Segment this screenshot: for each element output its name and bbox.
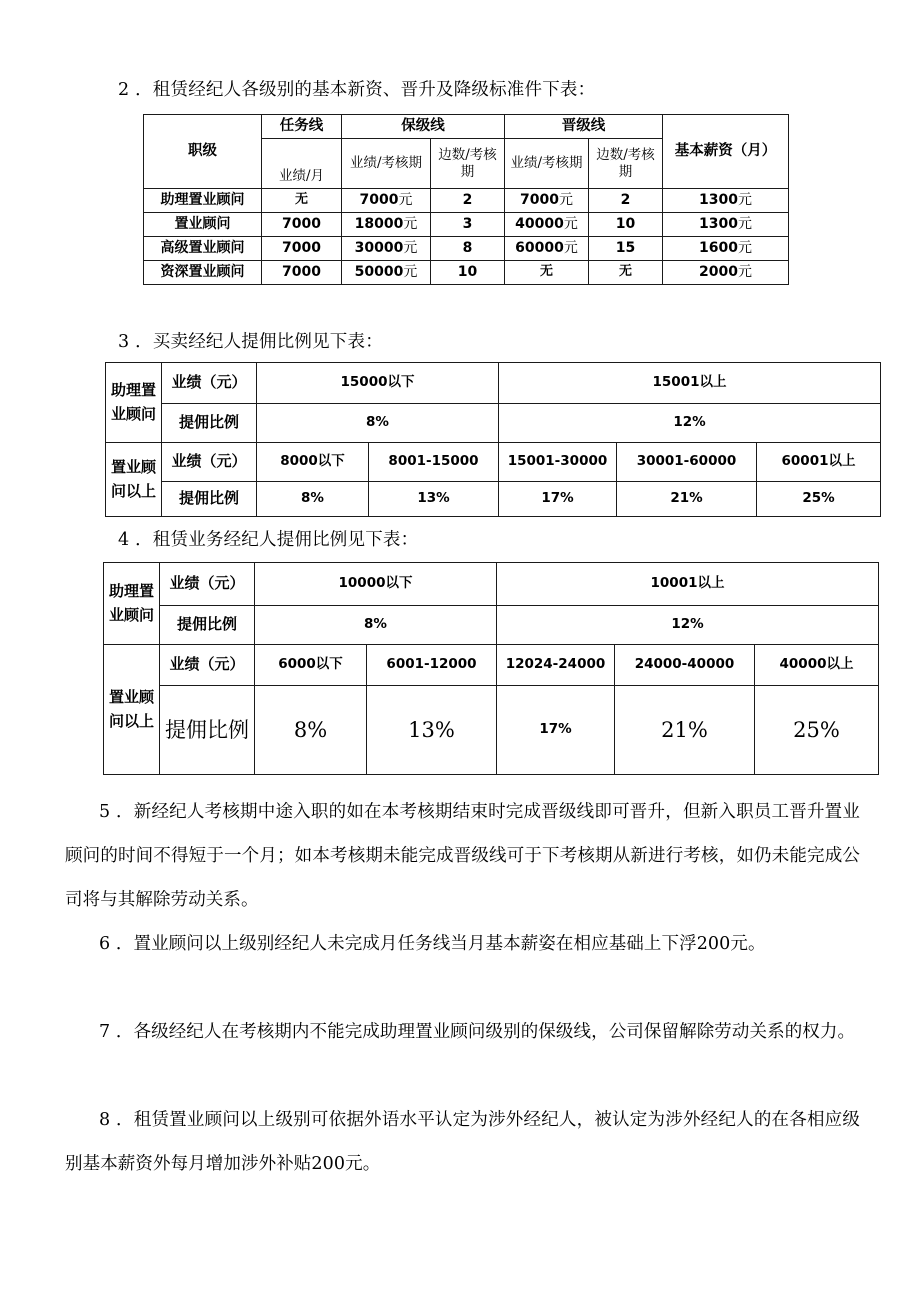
table-row xyxy=(106,404,881,443)
table-row xyxy=(144,213,789,237)
th-sub-keep-count: 边数/考核期 xyxy=(431,139,505,189)
cell-bracket: 60001以上 xyxy=(757,443,881,482)
cell-bracket: 40000以上 xyxy=(755,645,879,686)
cell-bracket: 15001-30000 xyxy=(499,443,617,482)
table-row xyxy=(106,482,881,517)
cell-bracket: 8001-15000 xyxy=(369,443,499,482)
table-row xyxy=(104,686,879,775)
th-performance: 业绩（元） xyxy=(160,563,255,606)
unit: 元 xyxy=(737,192,752,209)
paragraph-7: 7 ．各级经纪人在考核期内不能完成助理置业顾问级别的保级线，公司保留解除劳动关系的权力。 xyxy=(99,1022,856,1042)
th-rank: 职级 xyxy=(144,115,262,189)
cell-bracket: 12024-24000 xyxy=(497,645,615,686)
cell-promo-perf: 无 xyxy=(505,261,589,285)
th-performance: 业绩（元） xyxy=(162,363,257,404)
unit: 元 xyxy=(737,264,752,281)
table-row xyxy=(104,563,879,606)
cell-keep-perf xyxy=(342,213,431,237)
paragraph-8: 8 ．租赁置业顾问以上级别可依据外语水平认定为涉外经纪人，被认定为涉外经纪人的在各相应级别基本薪资外每月增加涉外补贴200元。 xyxy=(65,1110,860,1174)
cell-rate: 8% xyxy=(257,404,499,443)
group-label-assistant: 助理置业顾问 xyxy=(106,363,162,443)
cell-rate: 8% xyxy=(255,686,367,775)
cell-keep-perf xyxy=(342,237,431,261)
cell-rate: 8% xyxy=(255,606,497,645)
cell-promo-count: 10 xyxy=(589,213,663,237)
unit: 元 xyxy=(563,216,578,233)
cell-bracket: 15001以上 xyxy=(499,363,881,404)
section-heading-3: 3 ．买卖经纪人提佣比例见下表： xyxy=(118,332,383,352)
th-task-line: 任务线 xyxy=(262,115,342,139)
cell-promo-perf xyxy=(505,237,589,261)
cell-rank: 资深置业顾问 xyxy=(144,261,262,285)
group-label-consultant: 置业顾问以上 xyxy=(104,645,160,775)
cell-bracket: 30001-60000 xyxy=(617,443,757,482)
value: 2000 xyxy=(699,264,738,281)
th-sub-promo-perf: 业绩/考核期 xyxy=(505,139,589,189)
cell-task: 无 xyxy=(262,189,342,213)
value: 50000 xyxy=(354,264,404,281)
table-row xyxy=(104,645,879,686)
value: 7000 xyxy=(520,192,559,209)
cell-promo-perf xyxy=(505,213,589,237)
cell-task: 7000 xyxy=(262,237,342,261)
th-performance: 业绩（元） xyxy=(162,443,257,482)
unit: 元 xyxy=(403,264,418,281)
cell-rank: 高级置业顾问 xyxy=(144,237,262,261)
th-base-salary: 基本薪资（月） xyxy=(663,115,789,189)
value: 18000 xyxy=(354,216,404,233)
unit: 元 xyxy=(737,216,752,233)
value: 7000 xyxy=(359,192,399,209)
cell-promo-count: 无 xyxy=(589,261,663,285)
cell-bracket: 15000以下 xyxy=(257,363,499,404)
cell-rate: 8% xyxy=(257,482,369,517)
table-row xyxy=(106,363,881,404)
cell-salary xyxy=(663,261,789,285)
value: 1300 xyxy=(699,216,738,233)
table-row xyxy=(144,189,789,213)
cell-rate: 12% xyxy=(497,606,879,645)
cell-salary xyxy=(663,237,789,261)
unit: 元 xyxy=(563,240,578,257)
cell-bracket: 24000-40000 xyxy=(615,645,755,686)
cell-salary xyxy=(663,213,789,237)
th-rate: 提佣比例 xyxy=(160,606,255,645)
value: 30000 xyxy=(354,240,404,257)
section-heading-4: 4 ．租赁业务经纪人提佣比例见下表： xyxy=(118,530,419,550)
rental-agent-level-table xyxy=(143,114,789,285)
paragraph-6: 6 ．置业顾问以上级别经纪人未完成月任务线当月基本薪姿在相应基础上下浮200元。 xyxy=(99,934,766,954)
section-heading-2: 2 ．租赁经纪人各级别的基本新资、晋升及降级标准件下表： xyxy=(118,80,596,100)
cell-promo-count: 15 xyxy=(589,237,663,261)
cell-keep-count: 2 xyxy=(431,189,505,213)
th-sub-keep-perf: 业绩/考核期 xyxy=(342,139,431,189)
value: 1600 xyxy=(699,240,738,257)
cell-rank: 助理置业顾问 xyxy=(144,189,262,213)
cell-keep-perf xyxy=(342,189,431,213)
unit: 元 xyxy=(403,216,418,233)
table-row xyxy=(144,237,789,261)
cell-rate: 12% xyxy=(499,404,881,443)
cell-rate: 21% xyxy=(615,686,755,775)
cell-rate: 25% xyxy=(757,482,881,517)
value: 60000 xyxy=(515,240,564,257)
cell-rate: 17% xyxy=(497,686,615,775)
value: 40000 xyxy=(515,216,564,233)
sale-agent-commission-table xyxy=(105,362,881,517)
cell-task: 7000 xyxy=(262,261,342,285)
cell-rank: 置业顾问 xyxy=(144,213,262,237)
group-label-assistant: 助理置业顾问 xyxy=(104,563,160,645)
cell-bracket: 10001以上 xyxy=(497,563,879,606)
th-rate: 提佣比例 xyxy=(162,482,257,517)
th-promote-line: 晋级线 xyxy=(505,115,663,139)
cell-keep-count: 3 xyxy=(431,213,505,237)
cell-bracket: 8000以下 xyxy=(257,443,369,482)
table-row xyxy=(144,261,789,285)
table-row xyxy=(104,606,879,645)
cell-bracket: 6000以下 xyxy=(255,645,367,686)
cell-bracket: 6001-12000 xyxy=(367,645,497,686)
unit: 元 xyxy=(403,240,418,257)
th-keep-line: 保级线 xyxy=(342,115,505,139)
th-sub-promo-count: 边数/考核期 xyxy=(589,139,663,189)
paragraph-5: 5 ．新经纪人考核期中途入职的如在本考核期结束时完成晋级线即可晋升，但新入职员工晋升置业顾问的时间不得短于一个月；如本考核期未能完成晋级线可于下考核期从新进行考核，如仍未能完成公司将与其解除劳动关系。 xyxy=(65,802,860,910)
table-row xyxy=(144,115,789,139)
th-performance: 业绩（元） xyxy=(160,645,255,686)
cell-rate: 25% xyxy=(755,686,879,775)
cell-keep-perf xyxy=(342,261,431,285)
th-sub-task: 业绩/月 xyxy=(262,139,342,189)
cell-promo-perf xyxy=(505,189,589,213)
table-row xyxy=(106,443,881,482)
cell-rate: 21% xyxy=(617,482,757,517)
unit: 元 xyxy=(737,240,752,257)
cell-bracket: 10000以下 xyxy=(255,563,497,606)
cell-task: 7000 xyxy=(262,213,342,237)
th-rate: 提佣比例 xyxy=(160,686,255,775)
rental-agent-commission-table xyxy=(103,562,879,775)
value: 1300 xyxy=(699,192,738,209)
cell-rate: 17% xyxy=(499,482,617,517)
cell-rate: 13% xyxy=(367,686,497,775)
group-label-consultant: 置业顾问以上 xyxy=(106,443,162,517)
cell-salary xyxy=(663,189,789,213)
th-rate: 提佣比例 xyxy=(162,404,257,443)
cell-keep-count: 8 xyxy=(431,237,505,261)
unit: 元 xyxy=(558,192,573,209)
unit: 元 xyxy=(398,192,413,209)
cell-keep-count: 10 xyxy=(431,261,505,285)
cell-promo-count: 2 xyxy=(589,189,663,213)
cell-rate: 13% xyxy=(369,482,499,517)
